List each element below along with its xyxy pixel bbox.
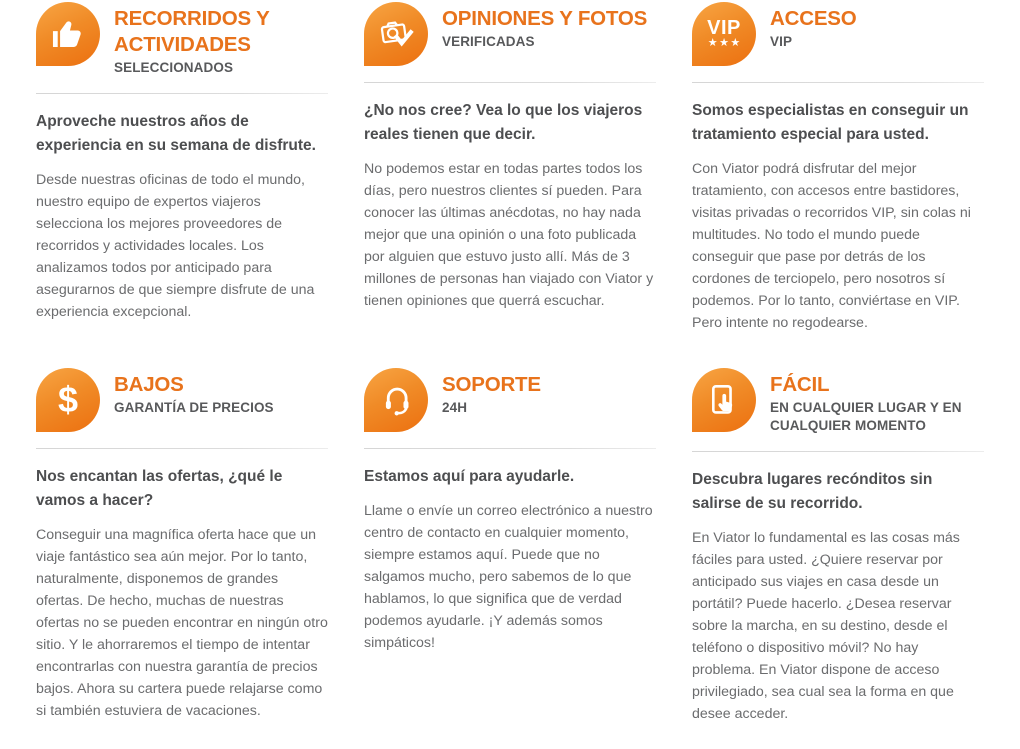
feature-acceso-vip [692, 2, 984, 334]
dollar-icon [36, 368, 100, 432]
feature-header [692, 2, 984, 66]
divider [364, 448, 656, 449]
feature-heading: Estamos aquí para ayudarle. [364, 468, 575, 485]
feature-subtitle: 24H [442, 400, 468, 415]
feature-subtitle: GARANTÍA DE PRECIOS [114, 400, 274, 415]
divider [36, 93, 328, 94]
feature-heading: Descubra lugares recónditos sin salirse de su recorrido. [692, 471, 933, 512]
title-block [770, 2, 857, 51]
feature-title: RECORRIDOS Y ACTIVIDADES [114, 7, 270, 56]
headset-icon [364, 368, 428, 432]
feature-opiniones [364, 2, 656, 334]
feature-heading: ¿No nos cree? Vea lo que los viajeros reales tienen que decir. [364, 102, 643, 143]
feature-subtitle: EN CUALQUIER LUGAR Y EN CUALQUIER MOMENTO [770, 400, 962, 433]
title-block [442, 2, 647, 51]
feature-header [36, 2, 328, 77]
title-block [770, 368, 984, 435]
feature-heading: Aproveche nuestros años de experiencia en su semana de disfrute. [36, 113, 316, 154]
feature-body: No podemos estar en todas partes todos los días, pero nuestros clientes sí pueden. Para conocer las últimas anécdotas, no hay nada mejor que una opinión o una foto publicada por alguien que estuvo justo allí. Más de 3 millones de personas han viajado con Viator y tienen opiniones que querrá escuchar. [364, 161, 654, 309]
divider [692, 451, 984, 452]
feature-title: BAJOS [114, 373, 184, 396]
divider [364, 82, 656, 83]
feature-title: OPINIONES Y FOTOS [442, 7, 648, 30]
feature-subtitle: SELECCIONADOS [114, 60, 234, 75]
feature-body: Con Viator podrá disfrutar del mejor tratamiento, con accesos entre bastidores, visitas privadas o recorridos VIP, sin colas ni multitudes. No todo el mundo puede conseguir que pase por detrás de los cordones de terciopelo, pero nosotros sí podemos. Por lo tanto, conviértase en VIP. Pero intente no regodearse. [692, 161, 971, 331]
title-block [442, 368, 541, 417]
tablet-tap-icon [692, 368, 756, 432]
title-block [114, 2, 328, 77]
feature-heading: Nos encantan las ofertas, ¿qué le vamos a hacer? [36, 468, 283, 509]
divider [36, 448, 328, 449]
feature-title: ACCESO [770, 7, 857, 30]
feature-body: Conseguir una magnífica oferta hace que un viaje fantástico sea aún mejor. Por lo tanto, naturalmente, disponemos de grandes ofertas. De hecho, muchas de nuestras ofertas no se pueden encontrar en ningún otro sitio. Y le ahorraremos el tiempo de intentar encontrarlas con nuestra garantía de precios bajos. Ahora su cartera puede relajarse como si también estuviera de vacaciones. [36, 527, 328, 719]
divider [692, 82, 984, 83]
vip-icon-text: VIP [707, 17, 741, 39]
camera-check-icon [364, 2, 428, 66]
feature-header [36, 368, 328, 432]
feature-precios-bajos [36, 368, 328, 725]
feature-header [364, 2, 656, 66]
vip-stars-icon [692, 2, 756, 66]
feature-body: Llame o envíe un correo electrónico a nuestro centro de contacto en cualquier momento, siempre estamos aquí. Puede que no salgamos mucho, pero sabemos de lo que hablamos, lo que significa que de verdad podemos ayudarle. ¡Y además somos simpáticos! [364, 503, 653, 651]
feature-heading: Somos especialistas en conseguir un tratamiento especial para usted. [692, 102, 969, 143]
thumbs-up-icon [36, 2, 100, 66]
feature-title: FÁCIL [770, 373, 830, 396]
vip-icon-stars: ★★★ [707, 37, 742, 49]
feature-body: Desde nuestras oficinas de todo el mundo, nuestro equipo de expertos viajeros selecciona los mejores proveedores de recorridos y actividades locales. Los analizamos todos por anticipado para asegurarnos de que siempre disfrute de una experiencia excepcional. [36, 172, 315, 320]
dollar-icon-text: $ [57, 379, 79, 420]
feature-soporte [364, 368, 656, 725]
feature-header [364, 368, 656, 432]
feature-facil [692, 368, 984, 725]
feature-header [692, 368, 984, 435]
feature-title: SOPORTE [442, 373, 541, 396]
feature-recorridos [36, 2, 328, 334]
feature-subtitle: VERIFICADAS [442, 34, 535, 49]
feature-subtitle: VIP [770, 34, 793, 49]
title-block [114, 368, 274, 417]
feature-body: En Viator lo fundamental es las cosas más fáciles para usted. ¿Quiere reservar por anticipado sus viajes en casa desde un portátil? Puede hacerlo. ¿Desea reservar sobre la marcha, en su destino, desde el teléfono o dispositivo móvil? No hay problema. En Viator dispone de acceso privilegiado, sea cual sea la forma en que desee acceder. [692, 530, 960, 722]
